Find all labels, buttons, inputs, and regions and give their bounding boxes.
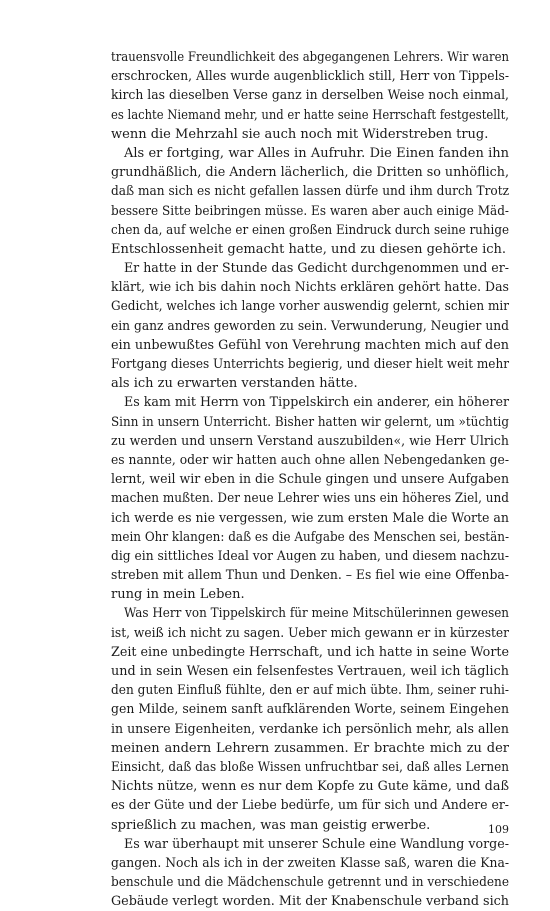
text-line: es lachte Niemand mehr, und er hatte seine Herrschaft festgestellt, — [111, 107, 509, 123]
text-line: klärt, wie ich bis dahin noch Nichts erklären gehört hatte. Das — [111, 280, 509, 296]
text-line: wenn die Mehrzahl sie auch noch mit Widerstreben trug. — [111, 126, 489, 142]
paragraph — [111, 393, 509, 604]
text-line: sprießlich zu machen, was man geistig erwerbe. — [111, 817, 431, 833]
text-line: ist, weiß ich nicht zu sagen. Ueber mich gewann er in kürzester — [111, 625, 509, 641]
text-line: lernt, weil wir eben in die Schule gingen und unsere Aufgaben — [111, 472, 510, 488]
text-line: und in sein Wesen ein felsenfestes Vertrauen, weil ich täglich — [111, 664, 510, 679]
text-line: streben mit allem Thun und Denken. – Es fiel wie eine Offenba- — [111, 568, 510, 584]
text-line: rung in mein Leben. — [111, 587, 245, 603]
paragraph — [111, 604, 509, 834]
text-line: trauensvolle Freundlichkeit des abgegangenen Lehrers. Wir waren — [111, 50, 509, 65]
text-line: kirch las dieselben Verse ganz in derselben Weise noch einmal, — [111, 88, 510, 104]
text-line: Fortgang dieses Unterrichts begierig, und dieser hielt weit mehr — [111, 357, 510, 372]
text-line: chen da, auf welche er einen großen Eindruck durch seine ruhige — [111, 222, 510, 238]
text-line: ich werde es nie vergessen, wie zum ersten Male die Worte an — [111, 510, 509, 526]
text-line: Einsicht, daß das bloße Wissen unfruchtbar sei, daß alles Lernen — [111, 759, 509, 775]
text-line: dig ein sittliches Ideal vor Augen zu haben, und diesem nachzu- — [111, 548, 510, 564]
text-line: ein ganz andres geworden zu sein. Verwunderung, Neugier und — [111, 318, 509, 334]
text-line: daß man sich es nicht gefallen lassen dürfe und ihm durch Trotz — [111, 184, 509, 200]
text-line: mein Ohr klangen: daß es die Aufgabe des Menschen sei, bestän- — [111, 529, 510, 545]
page-number: 109 — [488, 823, 509, 836]
text-line: den guten Einfluß fühlte, den er auf mich übte. Ihm, seiner ruhi- — [111, 683, 510, 699]
text-line: Es kam mit Herrn von Tippelskirch ein anderer, ein höherer — [124, 395, 510, 411]
text-line: Was Herr von Tippelskirch für meine Mitschülerinnen gewesen — [124, 606, 510, 622]
text-line: ein unbewußtes Gefühl von Verehrung machten mich auf den — [111, 337, 510, 353]
paragraph — [111, 835, 509, 911]
text-line: es nannte, oder wir hatten auch ohne allen Nebengedanken ge- — [111, 452, 510, 468]
text-line: gangen. Noch als ich in der zweiten Klasse saß, waren die Kna- — [111, 855, 510, 871]
text-line: erschrocken, Alles wurde augenblicklich still, Herr von Tippels- — [111, 69, 509, 85]
text-line: Nichts nütze, wenn es nur dem Kopfe zu Gute käme, und daß — [111, 779, 510, 795]
text-line: Entschlossenheit gemacht hatte, und zu diesen gehörte ich. — [111, 241, 507, 257]
text-line: grundhäßlich, die Andern lächerlich, die Dritten so unhöflich, — [111, 165, 510, 181]
paragraph — [111, 48, 509, 144]
text-line: Sinn in unsern Unterricht. Bisher hatten wir gelernt, um »tüchtig — [111, 414, 509, 430]
text-line: Gebäude verlegt worden. Mit der Knabenschule verband sich — [111, 894, 510, 910]
text-line: Als er fortging, war Alles in Aufruhr. Die Einen fanden ihn — [124, 145, 509, 161]
text-line: es der Güte und der Liebe bedürfe, um für sich und Andere er- — [111, 798, 510, 814]
text-line: bessere Sitte beibringen müsse. Es waren aber auch einige Mäd- — [111, 203, 509, 219]
text-line: Zeit eine unbedingte Herrschaft, und ich hatte in seine Worte — [111, 644, 510, 660]
text-line: Gedicht, welches ich lange vorher auswendig gelernt, schien mir — [111, 299, 510, 315]
text-line: Er hatte in der Stunde das Gedicht durchgenommen und er- — [124, 261, 510, 277]
body-text — [111, 48, 509, 911]
text-line: benschule und die Mädchenschule getrennt und in verschiedene — [111, 875, 509, 891]
text-line: zu werden und unsern Verstand auszubilden«, wie Herr Ulrich — [111, 433, 509, 449]
text-line: gen Milde, seinem sanft aufklärenden Worte, seinem Eingehen — [111, 702, 509, 718]
paragraph — [111, 144, 509, 259]
text-line: meinen andern Lehrern zusammen. Er brachte mich zu der — [111, 740, 509, 756]
text-line: Es war überhaupt mit unserer Schule eine Wandlung vorge- — [124, 836, 510, 852]
paragraph — [111, 259, 509, 393]
text-line: als ich zu erwarten verstanden hätte. — [111, 376, 358, 392]
text-line: in unsere Eigenheiten, verdanke ich persönlich mehr, als allen — [111, 721, 509, 737]
text-line: machen mußten. Der neue Lehrer wies uns ein höheres Ziel, und — [111, 491, 510, 507]
